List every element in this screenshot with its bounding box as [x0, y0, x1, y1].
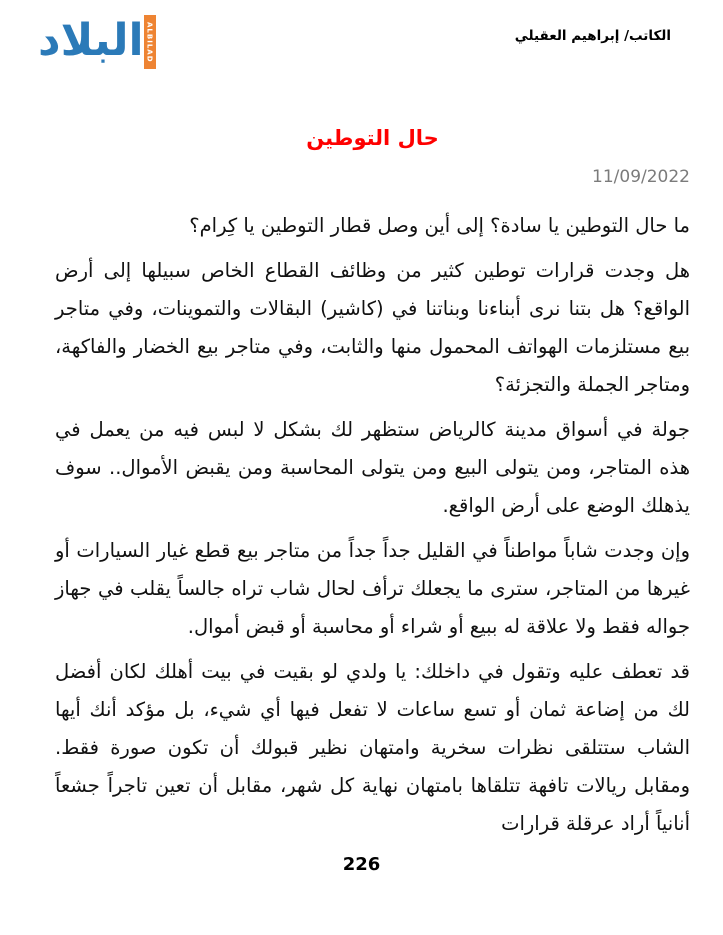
paragraph: هل وجدت قرارات توطين كثير من وظائف القطاع الخاص سبيلها إلى أرض الواقع؟ هل بتنا نرى أبناءنا وبناتنا في (كاشير) البقالات والتموينات، وفي متاجر بيع مستلزمات الهواتف المحمول منها والثابت، وفي متاجر بيع الخضار والفاكهة، ومتاجر الجملة والتجزئة؟	[55, 259, 690, 396]
logo-vertical-latin-strip: ALBILAD	[144, 15, 156, 69]
paragraph: ما حال التوطين يا سادة؟ إلى أين وصل قطار التوطين يا كِرام؟	[189, 214, 690, 237]
paragraph: قد تعطف عليه وتقول في داخلك: يا ولدي لو بقيت في بيت أهلك لكان أفضل لك من إضاعة ثمان أو تسع ساعات لا تفعل فيها أي شيء، بل مؤكد أنك أيها الشاب ستتلقى نظرات سخرية وامتهان نظير قبولك أن تكون صورة فقط. ومقابل ريالات تافهة تتلقاها بامتهان نهاية كل شهر، مقابل أن تعين تاجراً جشعاً أنانياً أراد عرقلة قرارات	[55, 660, 690, 835]
page-number: 226	[342, 854, 381, 875]
article-body	[55, 207, 690, 843]
paragraph: جولة في أسواق مدينة كالرياض ستظهر لك بشكل لا لبس فيه من يعمل في هذه المتاجر، ومن يتولى البيع ومن يتولى المحاسبة ومن يقبض الأموال.. سوف يذهلك الوضع على أرض الواقع.	[55, 418, 690, 517]
article-date: 11/09/2022	[592, 167, 690, 187]
article-title: حال التوطين	[306, 126, 439, 150]
albilad-logo	[38, 12, 156, 74]
page-header	[0, 0, 723, 74]
writer-byline: الكاتب/ إبراهيم العقيلي	[514, 28, 671, 44]
logo-arabic-wordmark: البلاد	[38, 15, 144, 66]
paragraph: وإن وجدت شاباً مواطناً في القليل جداً جداً من متاجر بيع قطع غيار السيارات أو غيرها من المتاجر، سترى ما يجعلك ترأف لحال شاب تراه جالساً يقلب في جهاز جواله فقط ولا علاقة له ببيع أو شراء أو محاسبة أو قبض أموال.	[55, 539, 690, 638]
article	[0, 126, 723, 843]
